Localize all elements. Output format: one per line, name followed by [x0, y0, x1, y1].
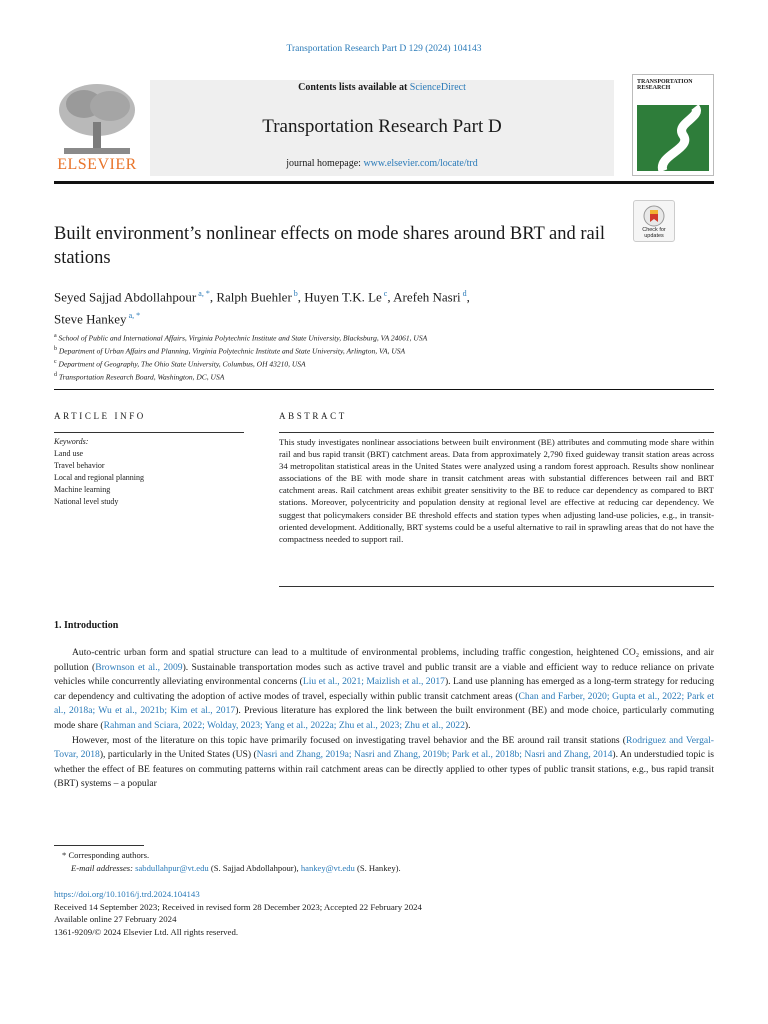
citation-link[interactable]: Nasri and Zhang, 2019a; Nasri and Zhang, 2019b; Park et al., 2018b; Nasri and Zhang, 2014: [256, 749, 613, 761]
paragraph-text: ). Previous literature has explored the link between the built environment (BE) and mode choice, particularly commuting mode share (: [54, 705, 715, 731]
introduction-body: [54, 646, 714, 792]
paragraph-text: ).: [464, 719, 471, 731]
citation-link[interactable]: Rodriguez and Vergal-Tovar, 2018: [54, 734, 714, 761]
doi-link[interactable]: https://doi.org/10.1016/j.trd.2024.104143: [54, 889, 200, 899]
affiliation: [54, 357, 674, 370]
keyword: National level study: [54, 497, 119, 506]
journal-cover[interactable]: [632, 74, 714, 176]
author-separator: ,: [297, 289, 305, 305]
header-box: [150, 80, 614, 176]
abstract-rule: [279, 432, 714, 433]
email-line: [62, 862, 702, 875]
citation-link[interactable]: Liu et al., 2021; Maizlish et al., 2017: [302, 676, 445, 688]
journal-title: Transportation Research Part D: [262, 116, 502, 137]
affiliation-key: a: [54, 333, 57, 339]
keyword: Machine learning: [54, 485, 111, 494]
article-info-rule: [54, 432, 244, 433]
keywords-block: [54, 436, 244, 508]
received-dates: Received 14 September 2023; Received in revised form 28 December 2023; Accepted 22 February 2024: [54, 901, 422, 912]
author-separator: ,: [209, 289, 217, 305]
paragraph-text: ), particularly in the United States (US) (: [99, 749, 257, 761]
check-updates-label: Check for updates: [642, 227, 666, 239]
citation-link[interactable]: Brownson et al., 2009: [95, 661, 183, 673]
keyword: Land use: [54, 449, 84, 458]
corresponding-note: * Corresponding authors.: [62, 850, 150, 860]
check-for-updates-badge[interactable]: [633, 200, 675, 242]
email-owner: (S. Hankey).: [354, 862, 401, 873]
paragraph: [54, 734, 714, 792]
affiliation-key: c: [54, 359, 57, 365]
elsevier-wordmark: ELSEVIER: [57, 156, 137, 173]
sciencedirect-link[interactable]: ScienceDirect: [409, 82, 466, 93]
email-owner: (S. Sajjad Abdollahpour),: [208, 862, 301, 873]
affiliation: [54, 344, 674, 357]
homepage-prefix: journal homepage:: [286, 158, 364, 169]
affiliation-text: Department of Geography, The Ohio State University, Columbus, OH 43210, USA: [56, 359, 306, 369]
homepage-link[interactable]: www.elsevier.com/locate/trd: [363, 158, 478, 169]
abstract-heading: ABSTRACT: [279, 411, 347, 421]
footnote-rule: [54, 845, 144, 846]
section-heading-introduction: 1. Introduction: [54, 620, 119, 631]
author-affiliation-marker[interactable]: b: [291, 289, 298, 298]
author-name[interactable]: Steve Hankey: [54, 311, 127, 327]
author-list: [54, 284, 674, 329]
footnotes: [62, 849, 702, 874]
email-link[interactable]: sabdullahpur@vt.edu: [135, 862, 209, 873]
affiliation-key: d: [54, 372, 57, 378]
online-date: Available online 27 February 2024: [54, 914, 177, 925]
homepage-line: [150, 158, 614, 169]
keyword: Travel behavior: [54, 461, 105, 470]
paragraph-text: ). Sustainable transportation modes such as active travel and public transit are a viable and efficient way to reduce reliance on private vehicles while concurrently alleviating environmental concerns (: [54, 661, 714, 688]
author-name[interactable]: Arefeh Nasri: [393, 289, 461, 305]
keywords-label: Keywords:: [54, 437, 89, 446]
affiliation-text: Department of Urban Affairs and Planning, Virginia Polytechnic Institute and State University, Arlington, VA, USA: [57, 346, 406, 356]
copyright: 1361-9209/© 2024 Elsevier Ltd. All rights reserved.: [54, 926, 239, 937]
affiliation-text: School of Public and International Affairs, Virginia Polytechnic Institute and State University, Blacksburg, VA 24061, USA: [56, 333, 428, 343]
section-divider: [54, 389, 714, 390]
author-affiliation-marker[interactable]: c: [381, 289, 388, 298]
cover-road-icon: [633, 75, 713, 175]
email-label: E-mail addresses:: [71, 862, 136, 873]
article-title: Built environment’s nonlinear effects on mode shares around BRT and rail stations: [54, 224, 606, 268]
paragraph-text: Auto-centric urban form and spatial structure can lead to a multitude of environmental problems, including traffic congestion, heightened CO₂ emissions, and air pollution (: [54, 647, 714, 673]
affiliation-list: [54, 331, 674, 383]
publication-info: [54, 888, 694, 938]
bookmark-icon: [642, 204, 666, 228]
article-info-heading: ARTICLE INFO: [54, 411, 146, 421]
journal-reference[interactable]: Transportation Research Part D 129 (2024) 104143: [286, 44, 482, 54]
paragraph-text: ). An understudied topic is whether the effect of BE features on commuting patterns within rail catchment areas can be directly applied to other types of public transit stations, e.g., bus rapid transit (BRT) systems – a popular: [54, 749, 714, 790]
email-link[interactable]: hankey@vt.edu: [300, 862, 355, 873]
paragraph-text: However, most of the literature on this topic have primarily focused on investigating travel behavior and the BE around rail transit stations (: [72, 734, 626, 746]
keyword: Local and regional planning: [54, 473, 144, 482]
header-rule: [54, 181, 714, 184]
author-affiliation-marker[interactable]: d: [460, 289, 467, 298]
paragraph-text: ). Land use planning has emerged as a long-term strategy for reducing car dependency and cultivating the adoption of active modes of travel, especially within public transit catchment areas (: [54, 676, 714, 702]
citation-link[interactable]: Rahman and Sciara, 2022; Wolday, 2023; Yang et al., 2022a; Zhu et al., 2023; Zhu et al., 2022: [103, 719, 465, 731]
journal-header: [54, 72, 714, 184]
abstract-text: This study investigates nonlinear associations between built environment (BE) attributes and commuting mode share within rail and bus rapid transit (BRT) catchment areas. Data from approximately 2,790 fixed guideway transit station areas across 34 metropolitan statistical areas in the United States were analyzed using a random forest approach. Results show nonlinear associations of the BE with mode share in transit catchment areas with substantial differences between rail and BRT catchment areas. Rail catchment areas exhibit greater sensitivity to the BE to reduce car dependency as compared to BRT stations. Moreover, polycentricity and population density at regional level are effective at reducing car dependency. We suggest that policymakers consider BE threshold effects and station types when adjusting land-use policies, e.g., in transit-oriented development. Additionally, BRT systems could be a useful alternative to rail in sprawling areas that do not have the compactness needed to support rail.: [279, 437, 714, 544]
contents-prefix: Contents lists available at: [298, 82, 410, 93]
affiliation-key: b: [54, 346, 57, 352]
contents-line: [150, 82, 614, 93]
abstract-end-rule: [279, 586, 714, 587]
cover-title: TRANSPORTATION RESEARCH: [637, 79, 693, 91]
author-name[interactable]: Huyen T.K. Le: [304, 289, 382, 305]
author-separator: ,: [387, 289, 394, 305]
affiliation-text: Transportation Research Board, Washington, DC, USA: [57, 372, 225, 382]
affiliation: [54, 331, 674, 344]
author-name[interactable]: Seyed Sajjad Abdollahpour: [54, 289, 197, 305]
paragraph: [54, 646, 714, 734]
author-separator: ,: [466, 289, 470, 305]
author-affiliation-marker[interactable]: a, *: [196, 289, 210, 298]
author-name[interactable]: Ralph Buehler: [216, 289, 292, 305]
author-affiliation-marker[interactable]: a, *: [126, 311, 141, 321]
citation-link[interactable]: Chan and Farber, 2020; Gupta et al., 2022; Park et al., 2018a; Wu et al., 2021b; Kim et al., 2017: [54, 690, 714, 717]
affiliation: [54, 370, 674, 383]
